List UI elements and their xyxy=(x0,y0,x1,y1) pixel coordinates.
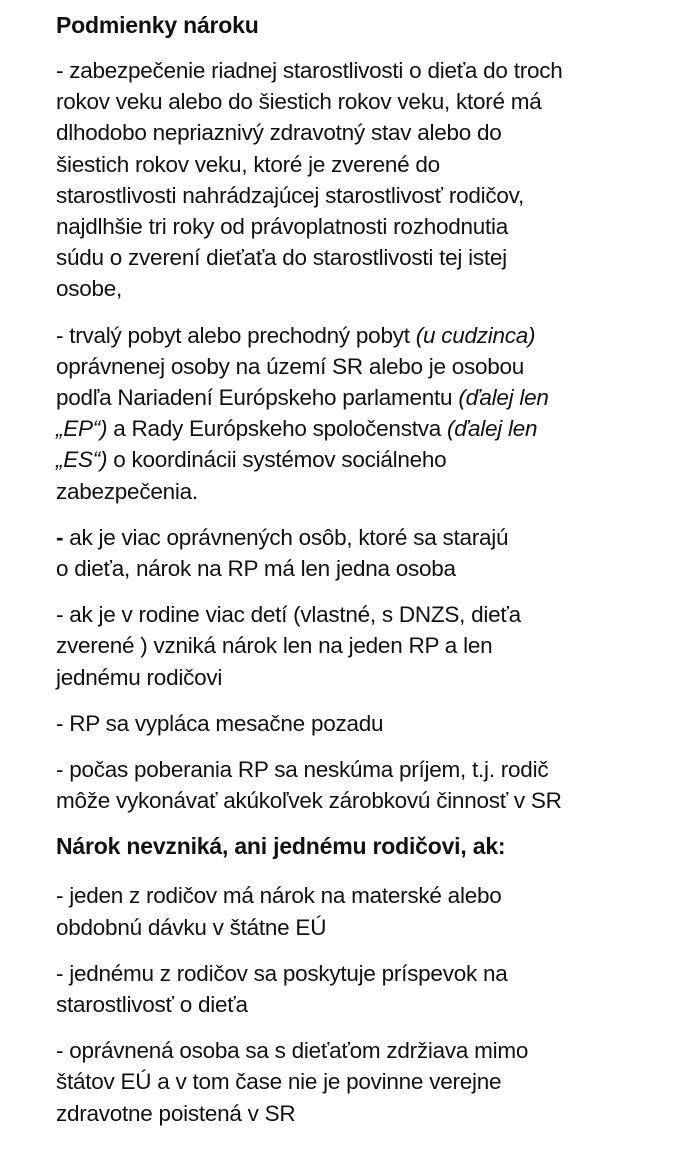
text-line: obdobnú dávku v štátne EÚ xyxy=(56,914,327,940)
text-line xyxy=(56,382,664,413)
paragraph-income xyxy=(56,754,664,816)
text-line: jednému rodičovi xyxy=(56,664,223,690)
text-line: oprávnenej osoby na území SR alebo je osobou xyxy=(56,353,525,379)
paragraph-multiple-persons xyxy=(56,522,664,584)
text-line: - jednému z rodičov sa poskytuje príspevok na xyxy=(56,960,508,986)
text-line: - RP sa vypláca mesačne pozadu xyxy=(56,710,384,736)
italic-note: „ES“) xyxy=(56,447,108,473)
text-line: starostlivosti nahrádzajúcej starostlivosť rodičov, xyxy=(56,182,524,208)
paragraph-multiple-children xyxy=(56,599,664,693)
text-line: môže vykonávať akúkoľvek zárobkovú činnosť v SR xyxy=(56,788,562,814)
text-line xyxy=(56,444,664,475)
text-span: a Rady Európskeho spoločenstva xyxy=(107,416,447,442)
text-line: zverené ) vzniká nárok len na jeden RP a len xyxy=(56,633,493,659)
text-line: zabezpečenia. xyxy=(56,478,198,504)
text-line: štátov EÚ a v tom čase nie je povinne verejne xyxy=(56,1069,502,1095)
text-line: - zabezpečenie riadnej starostlivosti o dieťa do troch xyxy=(56,58,563,83)
text-line: osobe, xyxy=(56,276,123,302)
text-line xyxy=(56,320,664,351)
text-span: ak je viac oprávnených osôb, ktoré sa starajú xyxy=(63,524,509,550)
text-span: o koordinácii systémov sociálneho xyxy=(107,447,447,473)
paragraph-payment xyxy=(56,708,664,739)
text-line: - ak je v rodine viac detí (vlastné, s DNZS, dieťa xyxy=(56,602,521,628)
text-line: súdu o zverení dieťaťa do starostlivosti tej istej xyxy=(56,245,507,271)
section-heading-no-entitlement: Nárok nevzniká, ani jednému rodičovi, ak: xyxy=(56,833,506,860)
italic-note: (ďalej len xyxy=(446,416,538,442)
text-line: - jeden z rodičov má nárok na materské alebo xyxy=(56,883,502,909)
text-line: o dieťa, nárok na RP má len jedna osoba xyxy=(56,556,456,582)
paragraph-residence-condition xyxy=(56,320,664,507)
text-line: - oprávnená osoba sa s dieťaťom zdržiava mimo xyxy=(56,1038,529,1064)
italic-note: (u cudzinca) xyxy=(415,322,536,348)
text-line: zdravotne poistená v SR xyxy=(56,1100,296,1126)
text-span: podľa Nariadení Európskeho parlamentu xyxy=(56,385,459,411)
text-line: starostlivosť o dieťa xyxy=(56,992,248,1018)
bold-dash: - xyxy=(56,524,64,550)
text-line xyxy=(56,522,664,553)
paragraph-outside-eu xyxy=(56,1035,664,1129)
text-span: - trvalý pobyt alebo prechodný pobyt xyxy=(56,322,416,348)
italic-note: (ďalej len xyxy=(458,385,549,411)
paragraph-care-allowance xyxy=(56,958,664,1020)
text-line: - počas poberania RP sa neskúma príjem, t.j. rodič xyxy=(56,757,549,783)
paragraph-childcare-condition xyxy=(56,55,664,305)
text-line: dlhodobo nepriaznivý zdravotný stav alebo do xyxy=(56,120,502,146)
italic-note: „EP“) xyxy=(56,416,108,442)
section-heading-conditions: Podmienky nároku xyxy=(56,12,259,38)
text-line: najdlhšie tri roky od právoplatnosti rozhodnutia xyxy=(56,214,509,240)
paragraph-maternity-benefit xyxy=(56,880,664,942)
text-line xyxy=(56,413,664,444)
text-line: rokov veku alebo do šiestich rokov veku, ktoré má xyxy=(56,89,542,115)
text-line: šiestich rokov veku, ktoré je zverené do xyxy=(56,151,440,177)
